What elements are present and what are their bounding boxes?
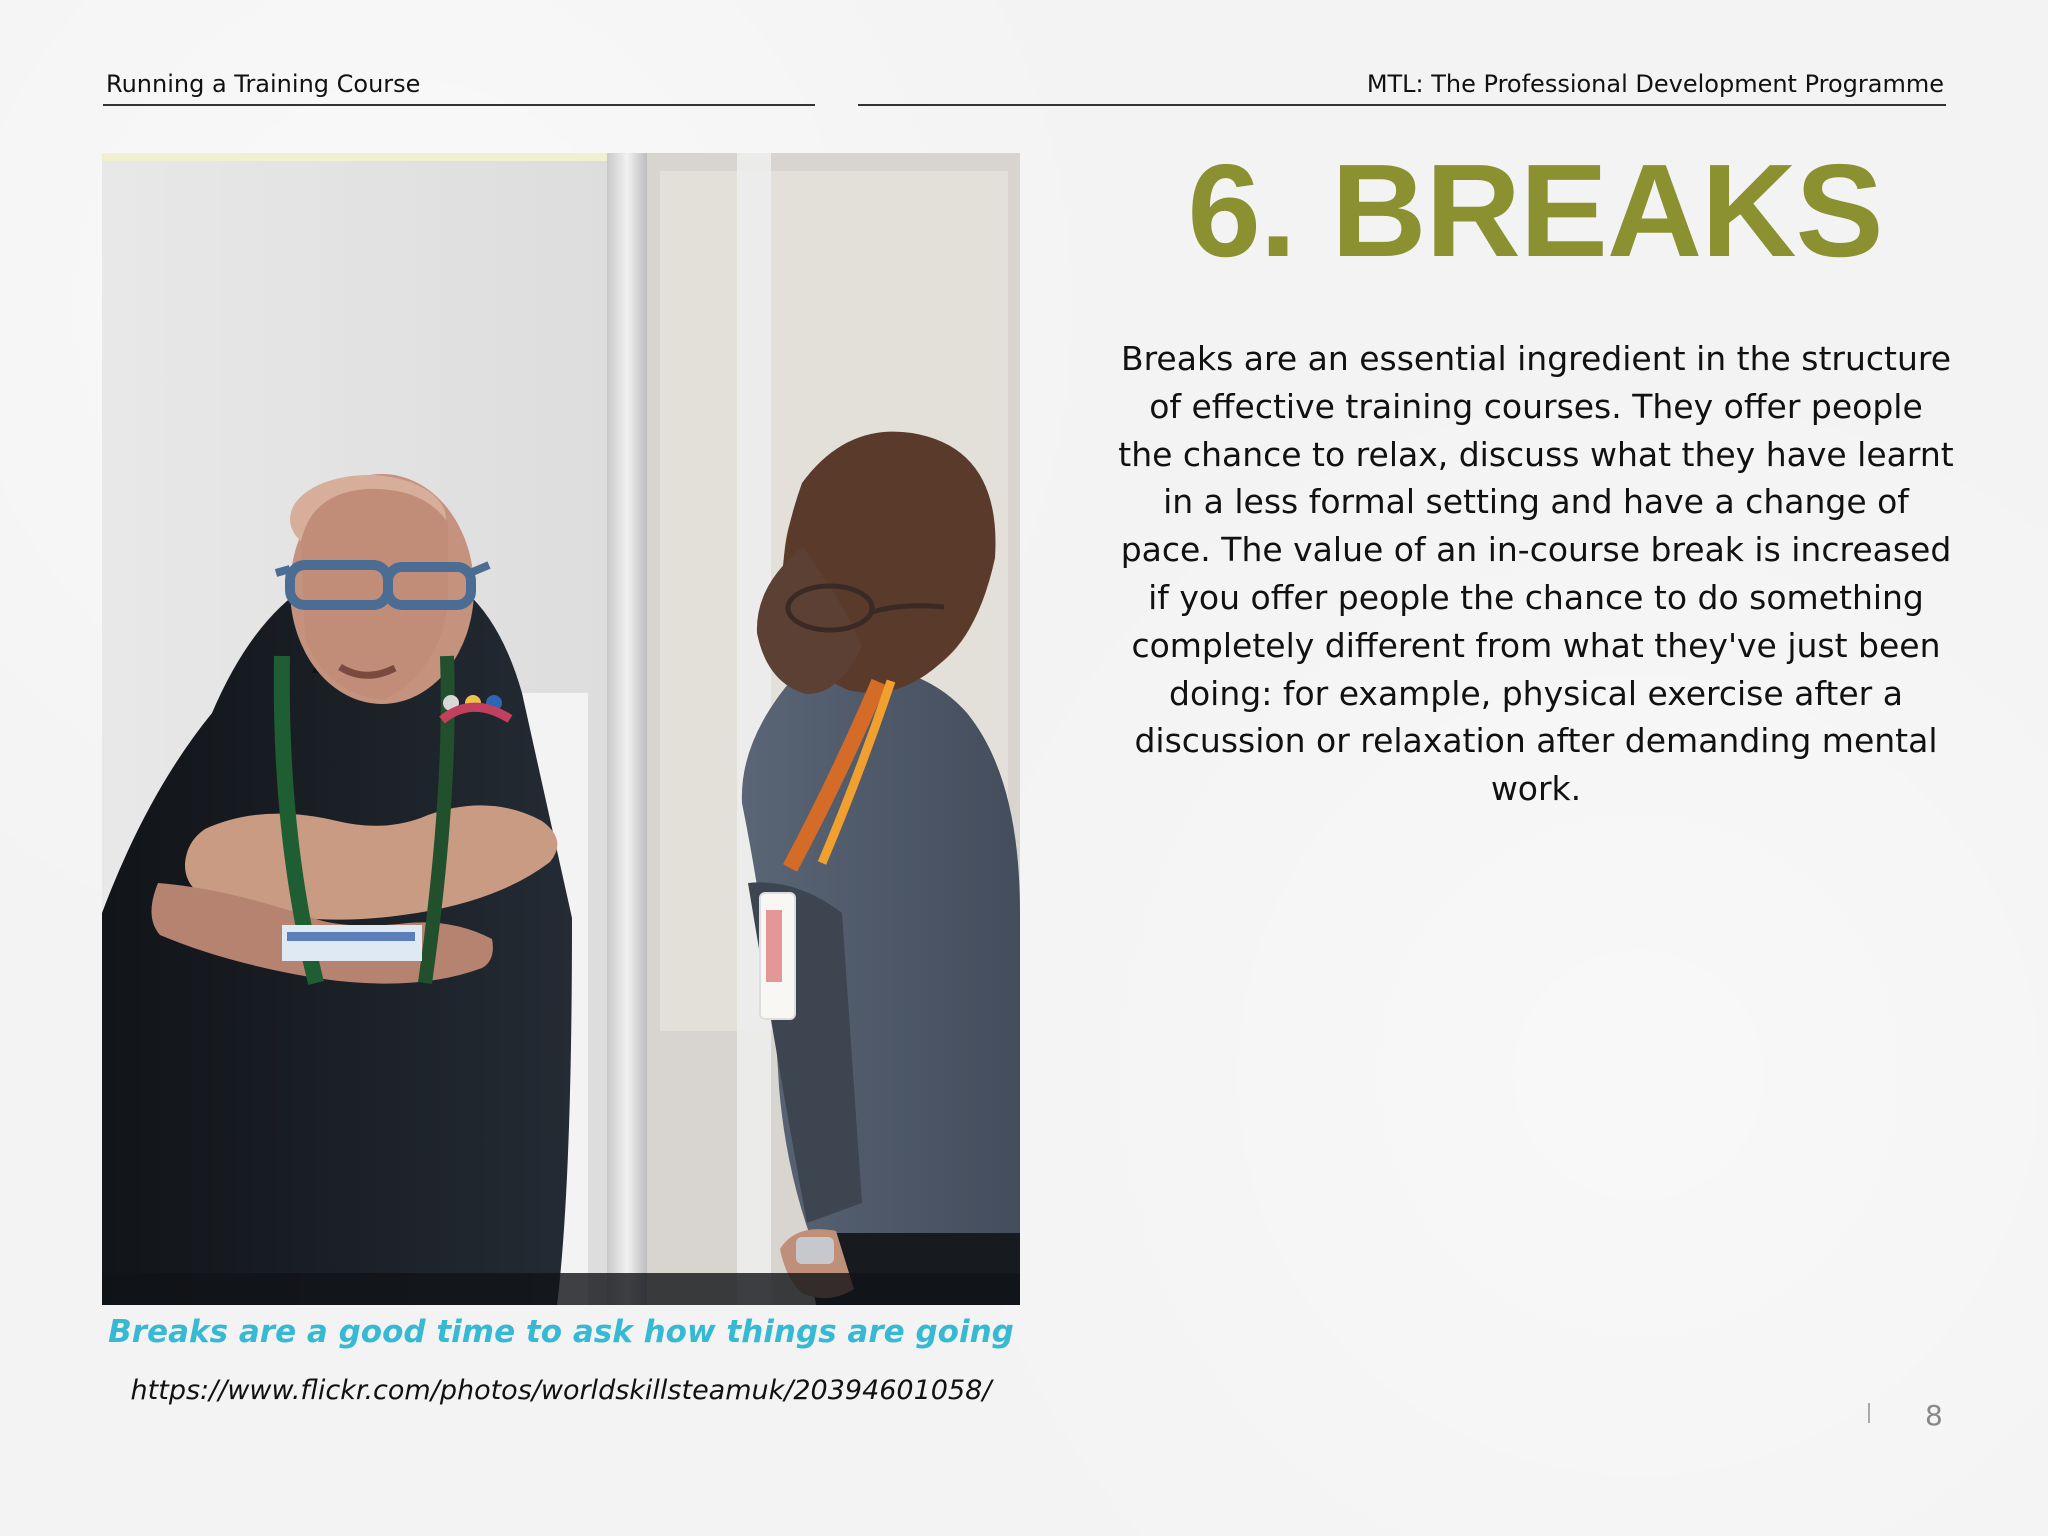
training-photo: [102, 153, 1020, 1305]
photo-caption: Breaks are a good time to ask how things are going: [108, 1314, 1014, 1350]
body-paragraph: Breaks are an essential ingredient in the structure of effective training courses. They offer people the chance to relax, discuss what they have learnt in a less formal setting and have a change of pace. The value of an in-course break is increased if you offer people the chance to do something completely different from what they've just been doing: for example, physical exercise after a discussion or relaxation after demanding mental work.: [1118, 339, 1954, 809]
header-right-title: MTL: The Professional Development Programme: [1366, 70, 1944, 98]
header-right: [858, 64, 1946, 106]
page-number: 8: [1925, 1399, 1943, 1432]
photo-illustration: [102, 153, 1020, 1305]
photo-source-url[interactable]: https://www.flickr.com/photos/worldskillsteamuk/20394601058/: [130, 1375, 992, 1406]
header-left-title: Running a Training Course: [106, 70, 421, 98]
header-left: [103, 64, 815, 106]
page-title: 6. BREAKS: [1187, 137, 1883, 284]
page-number-divider: [1868, 1403, 1870, 1423]
